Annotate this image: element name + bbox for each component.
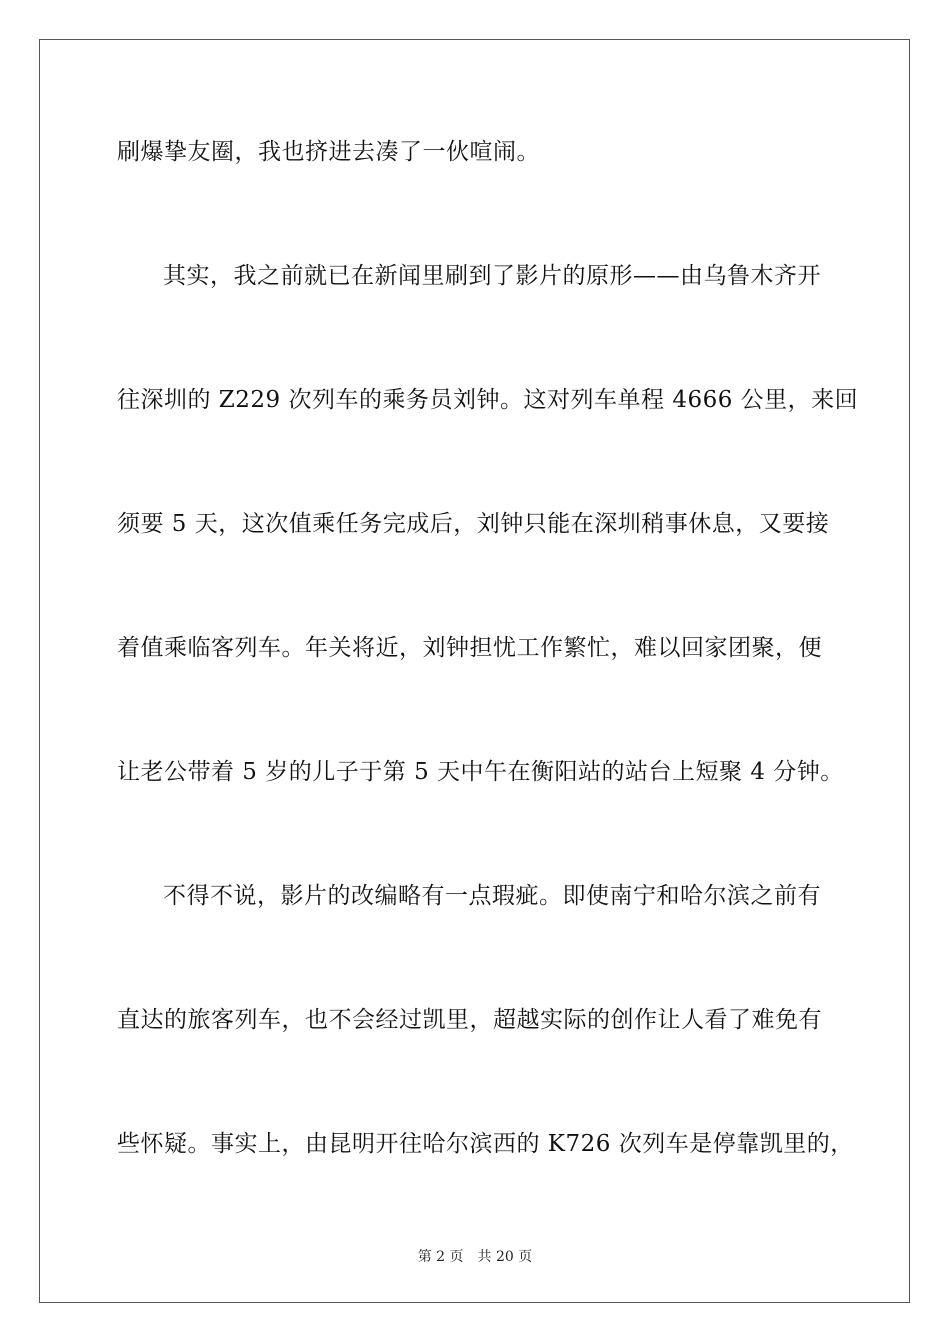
text-line-5: 着值乘临客列车。年关将近，刘钟担忧工作繁忙，难以回家团聚，便 bbox=[117, 635, 822, 661]
text-line-9: 些怀疑。事实上，由昆明开往哈尔滨西的 K726 次列车是停靠凯里的， bbox=[117, 1131, 854, 1157]
text-line-3: 往深圳的 Z229 次列车的乘务员刘钟。这对列车单程 4666 公里，来回 bbox=[117, 387, 859, 413]
text-line-1: 刷爆挚友圈，我也挤进去凑了一伙喧闹。 bbox=[117, 139, 540, 165]
text-line-4: 须要 5 天，这次值乘任务完成后，刘钟只能在深圳稍事休息，又要接 bbox=[117, 511, 830, 537]
text-line-7: 不得不说，影片的改编略有一点瑕疵。即使南宁和哈尔滨之前有 bbox=[163, 883, 821, 909]
page-border bbox=[39, 39, 910, 1303]
text-line-8: 直达的旅客列车，也不会经过凯里，超越实际的创作让人看了难免有 bbox=[117, 1007, 822, 1033]
text-line-6: 让老公带着 5 岁的儿子于第 5 天中午在衡阳站的站台上短聚 4 分钟。 bbox=[117, 759, 844, 785]
page-number: 第 2 页 bbox=[417, 1249, 464, 1265]
text-line-2: 其实，我之前就已在新闻里刷到了影片的原形——由乌鲁木齐开 bbox=[163, 263, 821, 289]
page-total: 共 20 页 bbox=[477, 1249, 533, 1265]
page-footer bbox=[0, 1248, 950, 1266]
